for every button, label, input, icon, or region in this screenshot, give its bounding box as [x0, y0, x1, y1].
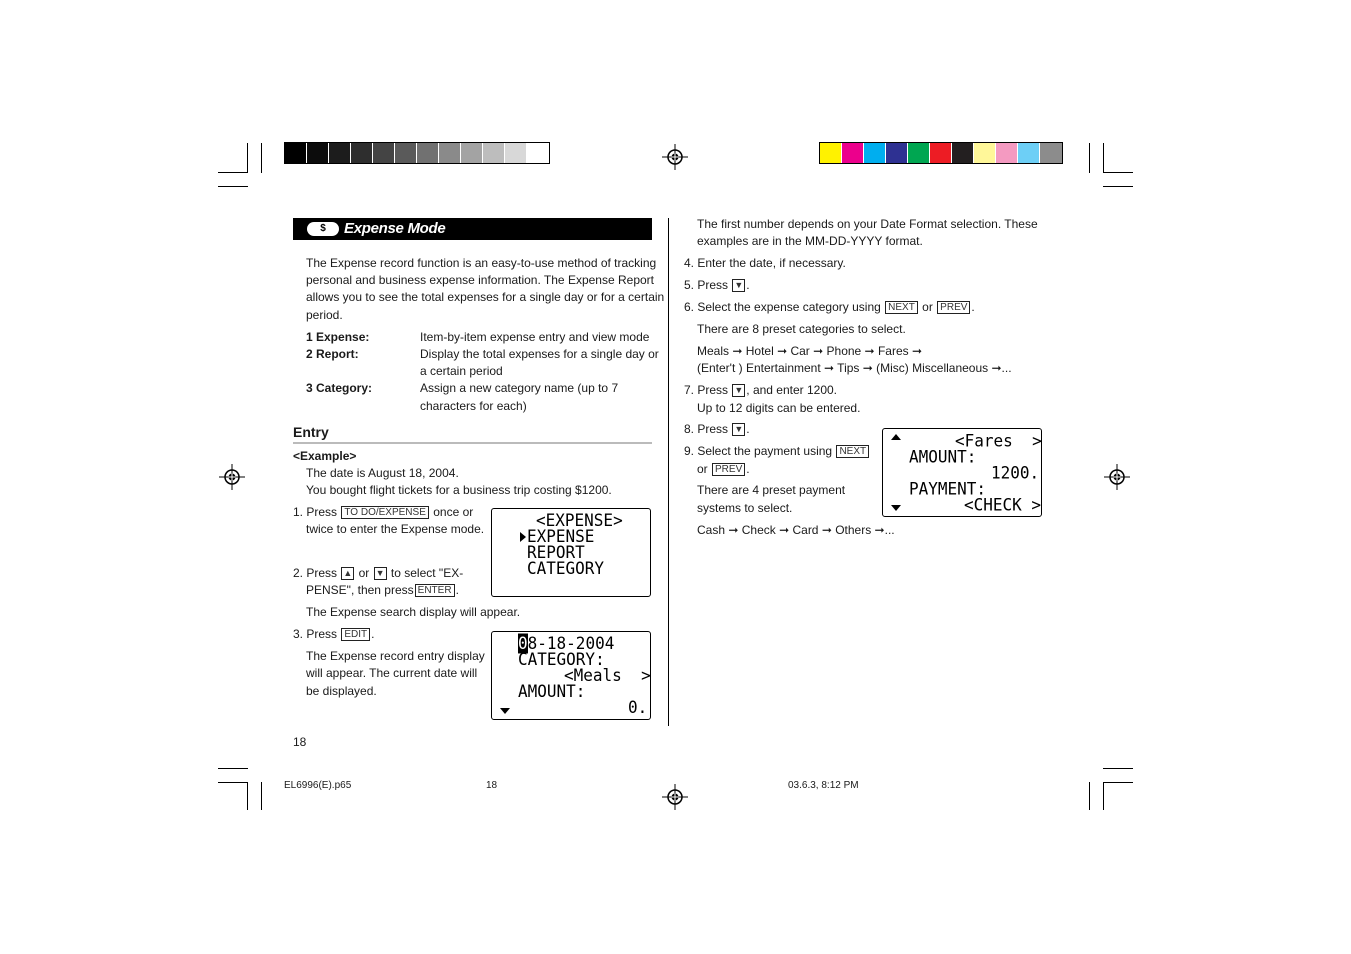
lcd-display-entry	[491, 631, 651, 720]
prev-key: PREV	[712, 463, 745, 476]
step-text: 5. Press	[684, 278, 729, 292]
selection-pointer-icon	[520, 532, 526, 542]
lcd-line: <Fares >	[955, 430, 1042, 451]
mode-desc: a certain period	[420, 364, 503, 378]
step-7	[684, 382, 837, 399]
enter-key: ENTER	[415, 584, 455, 597]
intro-line: allows you to see the total expenses for a single day or for a certain	[306, 290, 665, 304]
lcd-cursor: 0	[518, 633, 528, 654]
note-line: The first number depends on your Date Format selection. These	[697, 217, 1038, 231]
dollar-icon: $	[307, 222, 339, 236]
step-note: There are 8 preset categories to select.	[697, 322, 906, 336]
lcd-line: <CHECK >	[964, 494, 1042, 515]
mode-desc: Display the total expenses for a single day or	[420, 347, 659, 361]
lcd-date: 8-18-2004	[527, 633, 615, 654]
step-text: .	[455, 583, 459, 597]
step-text: 1. Press	[293, 505, 338, 519]
step-note: systems to select.	[697, 501, 793, 515]
step-text: .	[371, 627, 375, 641]
edit-key: EDIT	[341, 628, 370, 641]
payment-sequence: Cash ➞ Check ➞ Card ➞ Others ➞...	[697, 523, 895, 537]
color-swatch	[864, 143, 886, 163]
color-swatch	[952, 143, 974, 163]
down-arrow-key-icon: ▼	[734, 424, 744, 434]
footer-date: 03.6.3, 8:12 PM	[788, 780, 859, 791]
color-swatch	[1018, 143, 1040, 163]
example-line: You bought flight tickets for a business trip costing $1200.	[306, 483, 612, 497]
grayscale-bar	[284, 142, 550, 164]
intro-line: personal and business expense information. The Expense Report	[306, 273, 654, 287]
color-swatch	[886, 143, 908, 163]
lcd-display-payment	[882, 428, 1042, 517]
next-key: NEXT	[885, 301, 918, 314]
prev-key: PREV	[937, 301, 970, 314]
step-text: twice to enter the Expense mode.	[306, 522, 485, 536]
step-text: 2. Press	[293, 566, 338, 580]
category-sequence: (Enter't ) Entertainment ➞ Tips ➞ (Misc) Miscellaneous ➞...	[697, 361, 1012, 375]
color-swatch	[1040, 143, 1062, 163]
down-arrow-key-icon: ▼	[375, 568, 385, 578]
step-text: 7. Press	[684, 383, 729, 397]
footer-filename: EL6996(E).p65	[284, 780, 352, 791]
heading-rule	[293, 442, 652, 444]
lcd-line: <Meals >	[564, 665, 651, 686]
step-2-cont	[306, 582, 459, 599]
note-line: examples are in the MM-DD-YYYY format.	[697, 234, 923, 248]
intro-line: period.	[306, 308, 343, 322]
mode-term: 3 Category:	[306, 381, 373, 395]
registration-mark-icon	[1104, 464, 1130, 490]
example-line: The date is August 18, 2004.	[306, 466, 459, 480]
step-text: , and enter 1200.	[746, 383, 838, 397]
step-4: 4. Enter the date, if necessary.	[684, 256, 846, 270]
lcd-line: AMOUNT:	[518, 681, 586, 702]
step-text: 3. Press	[293, 627, 338, 641]
step-note: be displayed.	[306, 684, 377, 698]
step-text: .	[746, 462, 750, 476]
color-swatch	[842, 143, 864, 163]
registration-mark-icon	[662, 144, 688, 170]
intro-line: The Expense record function is an easy-to-use method of tracking	[306, 256, 657, 270]
scroll-down-icon	[891, 505, 901, 511]
step-text: to select "EX-	[390, 566, 464, 580]
step-text: or	[922, 300, 933, 314]
page-number: 18	[293, 735, 307, 749]
mode-desc: characters for each)	[420, 399, 527, 413]
down-arrow-key-icon: ▼	[734, 385, 744, 395]
step-6	[684, 299, 975, 316]
example-label: <Example>	[293, 449, 357, 463]
step-2	[293, 565, 463, 582]
step-note: The Expense search display will appear.	[306, 605, 521, 619]
lcd-line: AMOUNT:	[909, 446, 977, 467]
entry-heading: Entry	[293, 424, 329, 440]
color-swatch	[908, 143, 930, 163]
step-text: PENSE", then press	[306, 583, 414, 597]
color-swatch	[373, 143, 395, 163]
color-swatch	[395, 143, 417, 163]
registration-mark-icon	[219, 464, 245, 490]
step-8: 8. Press ▼ .	[684, 422, 750, 436]
section-title: Expense Mode	[344, 220, 446, 237]
lcd-line: REPORT	[527, 542, 585, 563]
category-sequence: Meals ➞ Hotel ➞ Car ➞ Phone ➞ Fares ➞	[697, 344, 923, 358]
color-swatch	[930, 143, 952, 163]
lcd-line: PAYMENT:	[909, 478, 987, 499]
next-key: NEXT	[836, 445, 869, 458]
lcd-line: CATEGORY:	[518, 649, 605, 670]
color-swatch	[329, 143, 351, 163]
registration-mark-icon	[662, 784, 688, 810]
step-9	[684, 443, 870, 460]
lcd-line: CATEGORY	[527, 558, 605, 579]
down-arrow-key-icon: ▼	[734, 280, 744, 290]
step-text: or	[358, 566, 370, 580]
step-note: There are 4 preset payment	[697, 483, 846, 497]
color-swatch	[505, 143, 527, 163]
scroll-down-icon	[500, 708, 510, 714]
mode-term: 2 Report:	[306, 347, 359, 361]
step-text: 6. Select the expense category using	[684, 300, 881, 314]
color-swatch	[974, 143, 996, 163]
mode-desc: Item-by-item expense entry and view mode	[420, 330, 650, 344]
color-swatch	[307, 143, 329, 163]
step-note: Up to 12 digits can be entered.	[697, 401, 861, 415]
color-swatch	[483, 143, 505, 163]
color-swatch	[351, 143, 373, 163]
step-5: 5. Press ▼ .	[684, 278, 750, 292]
color-swatch	[527, 143, 549, 163]
color-swatch	[285, 143, 307, 163]
lcd-line: 1200.	[991, 462, 1040, 483]
lcd-line: <EXPENSE>	[536, 510, 623, 531]
up-arrow-key-icon: ▲	[343, 568, 353, 578]
mode-term: 1 Expense:	[306, 330, 370, 344]
lcd-line: 0.	[628, 697, 648, 718]
color-swatch	[820, 143, 842, 163]
step-9-cont	[697, 461, 750, 478]
step-text: 8. Press	[684, 422, 729, 436]
section-header	[293, 218, 652, 240]
footer-page: 18	[486, 780, 498, 791]
step-note: The Expense record entry display	[306, 649, 485, 663]
column-divider	[668, 218, 669, 726]
step-3	[293, 626, 374, 643]
step-text: .	[971, 300, 975, 314]
step-note: will appear. The current date will	[306, 666, 478, 680]
todo-expense-key: TO DO/EXPENSE	[341, 506, 429, 519]
lcd-display-menu	[491, 508, 651, 597]
lcd-line: EXPENSE	[527, 526, 595, 547]
color-swatch	[417, 143, 439, 163]
step-text: 9. Select the payment using	[684, 444, 833, 458]
scroll-up-icon	[891, 434, 901, 440]
step-1	[293, 504, 473, 521]
color-swatch	[996, 143, 1018, 163]
step-text: once or	[433, 505, 474, 519]
color-swatch	[439, 143, 461, 163]
color-swatch	[461, 143, 483, 163]
color-bar	[819, 142, 1063, 164]
step-text: or	[697, 462, 708, 476]
mode-desc: Assign a new category name (up to 7	[420, 381, 619, 395]
